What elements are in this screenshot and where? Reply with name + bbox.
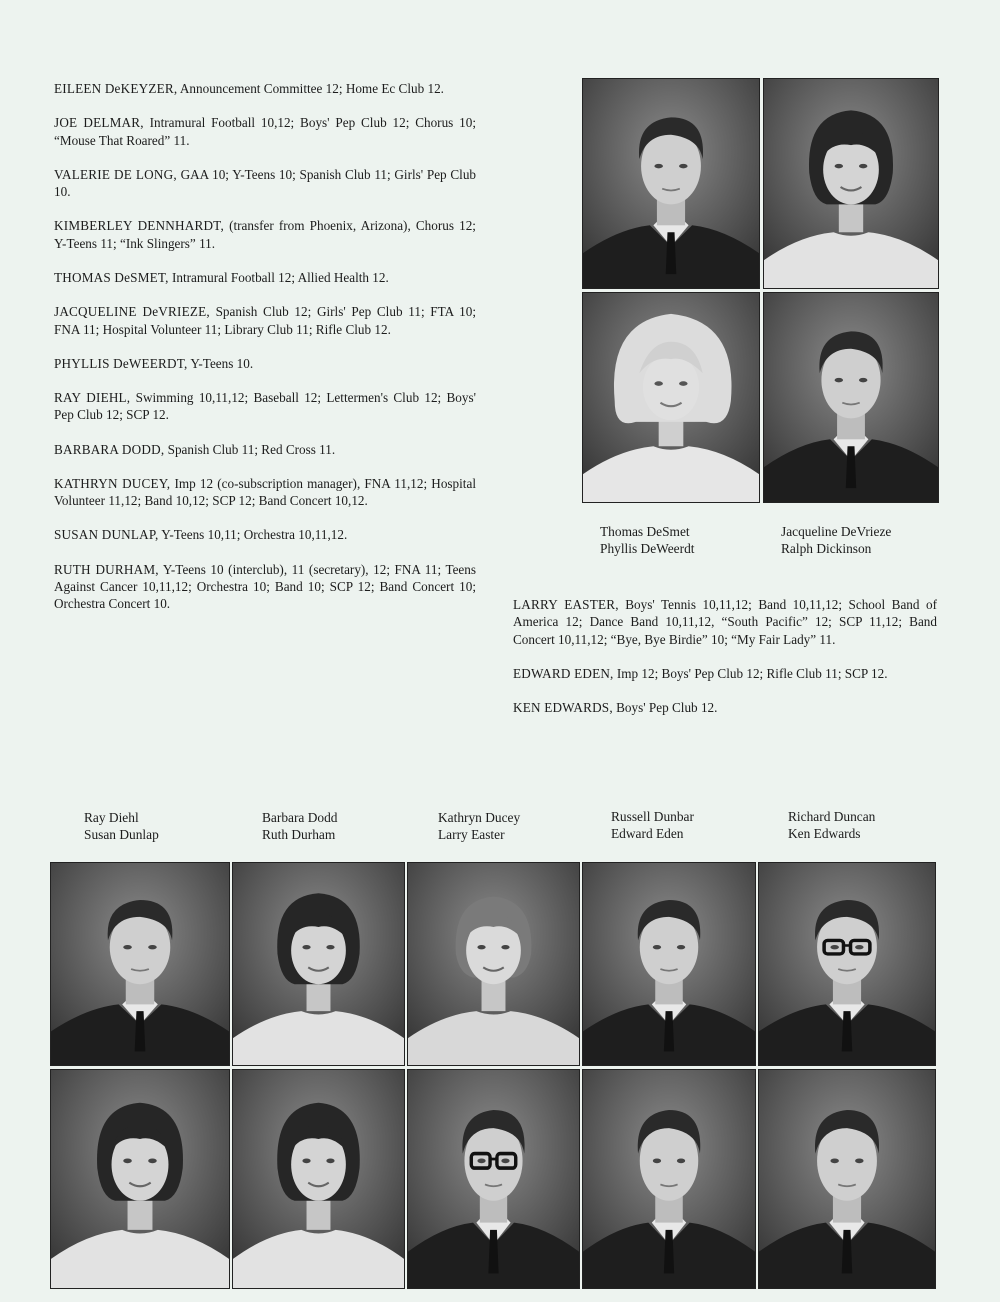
portrait-photo — [582, 292, 760, 503]
photo-caption — [84, 809, 159, 843]
portrait-photo — [582, 862, 756, 1066]
entry — [513, 596, 937, 648]
student-name: KIMBERLEY DENNHARDT, — [54, 218, 224, 234]
entry — [54, 355, 476, 372]
caption-line: Barbara Dodd — [262, 810, 338, 825]
student-activities: (transfer from Phoenix, Arizona), Chorus 12; Y-Teens 11; “Ink Slingers” 11. — [54, 218, 476, 251]
entry — [513, 699, 937, 716]
student-activities: Y-Teens 10 (interclub), 11 (secretary), 12; FNA 11; Teens Against Cancer 10,11,12; Orchestra 10; Band 10; SCP 12; Band Concert 10; Orchestra Concert 10. — [54, 561, 477, 612]
portrait-photo — [582, 1069, 756, 1289]
entry — [54, 217, 476, 252]
caption-line: Kathryn Ducey — [438, 810, 521, 825]
portrait-photo — [407, 1069, 580, 1289]
entry — [54, 526, 476, 543]
student-activities: Spanish Club 11; Red Cross 11. — [167, 441, 336, 457]
portrait-photo — [758, 1069, 936, 1289]
portrait-photo-image — [764, 79, 938, 288]
portrait-photo — [50, 1069, 230, 1289]
portrait-photo-image — [583, 79, 759, 288]
student-activities: Intramural Football 10,12; Boys' Pep Club 12; Chorus 10; “Mouse That Roared” 11. — [54, 115, 476, 148]
caption-line: Larry Easter — [438, 827, 505, 842]
entry — [513, 665, 937, 682]
photo-caption — [611, 808, 694, 842]
photo-caption — [438, 809, 520, 843]
entry — [54, 166, 476, 201]
student-name: PHYLLIS DeWEERDT, — [54, 355, 188, 371]
student-activities: Y-Teens 10,11; Orchestra 10,11,12. — [161, 527, 348, 543]
student-activities: Y-Teens 10. — [190, 355, 254, 371]
caption-line: Phyllis DeWeerdt — [600, 541, 695, 556]
portrait-photo-image — [759, 1070, 935, 1288]
caption-line: Richard Duncan — [788, 809, 876, 824]
caption-line: Ray Diehl — [84, 810, 139, 825]
portrait-photo — [407, 862, 580, 1066]
caption-line: Russell Dunbar — [611, 809, 694, 824]
student-activities: Spanish Club 12; Girls' Pep Club 11; FTA 10; FNA 11; Hospital Volunteer 11; Library Club 11; Rifle Club 12. — [54, 304, 476, 337]
photo-caption — [781, 523, 891, 557]
portrait-photo — [763, 78, 939, 289]
student-activities: Announcement Committee 12; Home Ec Club 12. — [179, 81, 444, 96]
portrait-photo-image — [583, 1070, 755, 1288]
student-name: THOMAS DeSMET, — [54, 270, 169, 286]
student-name: RAY DIEHL, — [54, 390, 131, 406]
caption-line: Jacqueline DeVrieze — [781, 524, 892, 539]
student-name: LARRY EASTER, — [513, 597, 619, 612]
student-activities: Imp 12; Boys' Pep Club 12; Rifle Club 11; SCP 12. — [616, 666, 888, 682]
entry — [54, 475, 476, 510]
portrait-photo-image — [408, 863, 579, 1065]
photo-caption — [600, 523, 695, 557]
student-name: KEN EDWARDS, — [513, 700, 613, 716]
portrait-photo-image — [51, 863, 229, 1065]
student-activities: Boys' Pep Club 12. — [616, 700, 718, 716]
portrait-photo — [582, 78, 760, 289]
student-name: RUTH DURHAM, — [54, 561, 159, 577]
student-name: VALERIE DE LONG, — [54, 166, 177, 182]
entry — [54, 114, 476, 149]
entry — [54, 80, 476, 97]
student-activities: GAA 10; Y-Teens 10; Spanish Club 11; Girls' Pep Club 10. — [54, 166, 477, 200]
portrait-photo-image — [408, 1070, 579, 1288]
entries-right-column — [513, 596, 937, 733]
portrait-photo — [232, 1069, 405, 1289]
portrait-photo-image — [233, 863, 404, 1065]
entry — [54, 269, 476, 286]
caption-line: Thomas DeSmet — [600, 524, 690, 539]
student-activities: Boys' Tennis 10,11,12; Band 10,11,12; School Band of America 12; Dance Band 10,11,12, “South Pacific” 12; SCP 11,12; Band Concert 10,11,12; “Bye, Bye Birdie” 10; “My Fair Lady” 11. — [513, 597, 937, 647]
entry — [54, 561, 476, 613]
portrait-photo — [763, 292, 939, 503]
portrait-photo — [232, 862, 405, 1066]
entry — [54, 389, 476, 424]
portrait-photo-image — [233, 1070, 404, 1288]
portrait-photo — [758, 862, 936, 1066]
student-name: JACQUELINE DeVRIEZE, — [54, 304, 210, 320]
student-name: BARBARA DODD, — [54, 441, 165, 457]
caption-line: Susan Dunlap — [84, 827, 159, 842]
caption-line: Ken Edwards — [788, 826, 861, 841]
student-name: JOE DELMAR, — [54, 115, 144, 131]
student-activities: Intramural Football 12; Allied Health 12. — [171, 270, 389, 286]
entry — [54, 441, 476, 458]
portrait-photo — [50, 862, 230, 1066]
student-name: KATHRYN DUCEY, — [54, 475, 171, 491]
portrait-photo-image — [583, 863, 755, 1065]
portrait-photo-image — [583, 293, 759, 502]
student-activities: Swimming 10,11,12; Baseball 12; Lettermen's Club 12; Boys' Pep Club 12; SCP 12. — [54, 390, 477, 423]
portrait-photo-image — [759, 863, 935, 1065]
portrait-photo-image — [764, 293, 938, 502]
photo-caption — [788, 808, 875, 842]
student-name: EILEEN DeKEYZER, — [54, 81, 178, 96]
caption-line: Ralph Dickinson — [781, 541, 872, 556]
student-name: SUSAN DUNLAP, — [54, 527, 159, 543]
caption-line: Ruth Durham — [262, 827, 336, 842]
entries-left-column — [54, 80, 476, 630]
entry — [54, 303, 476, 338]
portrait-photo-image — [51, 1070, 229, 1288]
student-activities: Imp 12 (co-subscription manager), FNA 11,12; Hospital Volunteer 11,12; Band 10,12; SCP 12; Band Concert 10,12. — [54, 475, 476, 509]
caption-line: Edward Eden — [611, 826, 684, 841]
student-name: EDWARD EDEN, — [513, 666, 614, 682]
photo-caption — [262, 809, 337, 843]
